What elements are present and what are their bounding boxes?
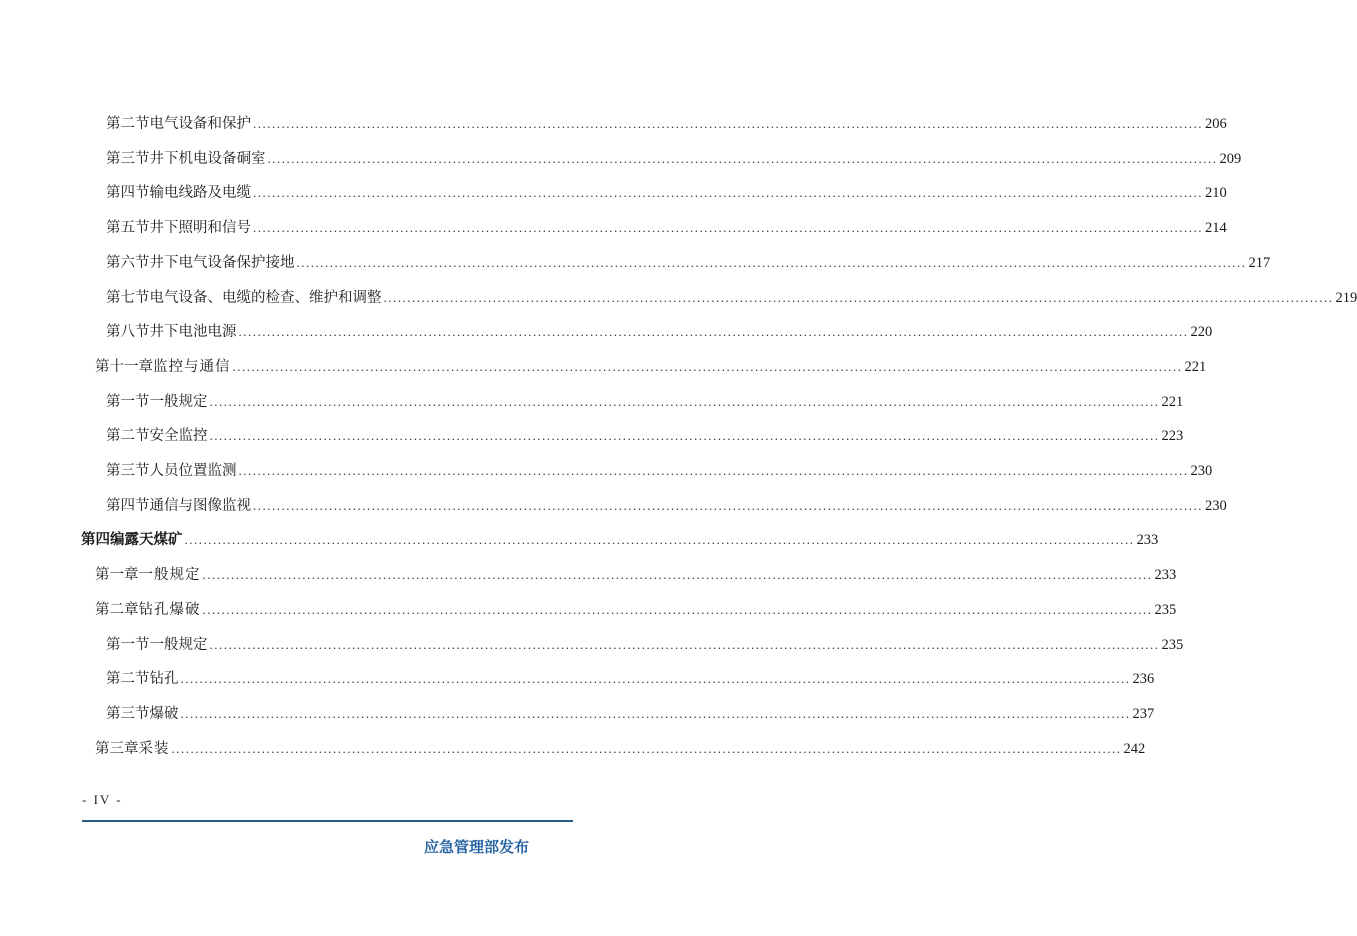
toc-entry-page: 210 — [1205, 185, 1227, 202]
toc-entry-page: 230 — [1205, 497, 1227, 514]
toc-entry-number: 第七节 — [106, 289, 150, 306]
dot-leader: ........................................................................................................................................................................................................ — [180, 671, 1131, 687]
toc-entry-page: 217 — [1248, 254, 1271, 271]
toc-entry-title: 电气设备、电缆的检查、维护和调整 — [149, 289, 382, 306]
toc-entry-page: 233 — [1154, 567, 1177, 584]
toc-entry[interactable] — [81, 528, 1159, 552]
toc-entry[interactable] — [95, 355, 1207, 379]
toc-entry-page: 221 — [1161, 393, 1184, 410]
toc-entry-page: 206 — [1205, 116, 1227, 132]
toc-entry-number: 第六节 — [106, 254, 150, 271]
toc-entry-page: 230 — [1190, 463, 1213, 479]
toc-entry-title: 输电线路及电缆 — [149, 185, 251, 202]
toc-entry-page: 235 — [1161, 636, 1184, 653]
toc-entry-page: 221 — [1184, 358, 1207, 375]
toc-entry[interactable] — [106, 320, 1213, 344]
toc-entry-title: 安全监控 — [149, 428, 208, 445]
toc-entry-page: 236 — [1132, 671, 1155, 688]
toc-entry[interactable] — [95, 737, 1146, 761]
toc-entry-number: 第一章 — [95, 567, 139, 584]
toc-entry-page: 235 — [1154, 601, 1177, 618]
dot-leader: ........................................................................................................................................................................................................ — [171, 740, 1122, 756]
footer-divider — [82, 820, 573, 822]
toc-entry-page: 237 — [1132, 705, 1155, 722]
toc-entry-number: 第三章 — [95, 740, 139, 757]
toc-entry[interactable] — [106, 424, 1184, 448]
dot-leader: ........................................................................................................................................................................................................ — [232, 358, 1183, 374]
dot-leader: ........................................................................................................................................................................................................ — [253, 220, 1203, 236]
toc-entry[interactable] — [95, 563, 1177, 587]
toc-entry-page: 223 — [1161, 428, 1184, 445]
toc-entry-number: 第四编 — [81, 532, 125, 549]
dot-leader: ........................................................................................................................................................................................................ — [253, 497, 1203, 513]
dot-leader: ........................................................................................................................................................................................................ — [202, 567, 1153, 583]
toc-entry-title: 一般规定 — [149, 636, 208, 653]
toc-entry-number: 第十一章 — [95, 358, 153, 375]
dot-leader: ........................................................................................................................................................................................................ — [209, 393, 1160, 409]
toc-entry[interactable] — [106, 216, 1227, 240]
toc-entry-title: 井下机电设备硐室 — [149, 150, 266, 167]
toc-entry-title: 爆破 — [149, 705, 179, 722]
toc-entry-number: 第八节 — [106, 324, 150, 341]
toc-entry-title: 监控与通信 — [153, 358, 231, 375]
toc-entry-number: 第二章 — [95, 601, 139, 618]
toc-entry-title: 一般规定 — [149, 393, 208, 410]
toc-entry-number: 第二节 — [106, 116, 150, 132]
dot-leader: ........................................................................................................................................................................................................ — [238, 324, 1189, 340]
toc-entry-page: 219 — [1335, 289, 1357, 306]
toc-entry-number: 第一节 — [106, 393, 150, 410]
toc-entry[interactable] — [106, 112, 1227, 136]
toc-entry[interactable] — [106, 667, 1155, 691]
toc-entry-title: 一般规定 — [138, 567, 201, 584]
dot-leader: ........................................................................................................................................................................................................ — [267, 150, 1218, 166]
toc-entry-title: 人员位置监测 — [149, 463, 237, 479]
toc-entry-number: 第四节 — [106, 185, 150, 202]
toc-entry[interactable] — [106, 147, 1242, 171]
toc-entry[interactable] — [95, 598, 1177, 622]
toc-entry-number: 第二节 — [106, 428, 150, 445]
toc-entry-title: 钻孔 — [149, 671, 179, 688]
dot-leader: ........................................................................................................................................................................................................ — [238, 463, 1189, 478]
toc-entry-page: 242 — [1123, 740, 1146, 757]
toc-entry[interactable] — [106, 633, 1184, 657]
toc-entry[interactable] — [106, 459, 1213, 483]
dot-leader: ........................................................................................................................................................................................................ — [296, 254, 1247, 270]
page-number: - IV - — [82, 792, 123, 807]
toc-entry-title: 井下电池电源 — [149, 324, 237, 341]
toc-entry-number: 第二节 — [106, 671, 150, 688]
toc-entry[interactable] — [106, 702, 1155, 726]
dot-leader: ........................................................................................................................................................................................................ — [184, 532, 1135, 548]
dot-leader: ........................................................................................................................................................................................................ — [253, 185, 1203, 201]
toc-entry-title: 通信与图像监视 — [149, 497, 251, 514]
dot-leader: ........................................................................................................................................................................................................ — [209, 428, 1160, 444]
toc-entry-page: 214 — [1205, 220, 1227, 237]
dot-leader: ........................................................................................................................................................................................................ — [180, 705, 1131, 721]
toc-entry-title: 钻孔爆破 — [138, 601, 201, 618]
toc-entry-title: 井下电气设备保护接地 — [149, 254, 295, 271]
toc-entry-title: 电气设备和保护 — [149, 116, 251, 132]
dot-leader: ........................................................................................................................................................................................................ — [202, 601, 1153, 617]
toc-entry[interactable] — [106, 494, 1227, 518]
toc-entry-number: 第五节 — [106, 220, 150, 237]
toc-entry[interactable] — [106, 286, 1357, 310]
toc-entry-title: 井下照明和信号 — [149, 220, 251, 237]
dot-leader: ........................................................................................................................................................................................................ — [209, 636, 1160, 652]
publisher-label: 应急管理部发布 — [424, 838, 530, 856]
toc-entry[interactable] — [106, 181, 1227, 205]
toc-entry-number: 第三节 — [106, 150, 150, 167]
toc-entry[interactable] — [106, 251, 1271, 275]
dot-leader: ........................................................................................................................................................................................................ — [383, 289, 1334, 305]
toc-entry-number: 第三节 — [106, 705, 150, 722]
toc-entry-title: 露天煤矿 — [124, 532, 183, 549]
toc-entry[interactable] — [106, 390, 1184, 414]
toc-entry-number: 第四节 — [106, 497, 150, 514]
toc-entry-page: 220 — [1190, 324, 1213, 341]
toc-entry-page: 209 — [1219, 150, 1242, 167]
toc-entry-title: 采装 — [138, 740, 170, 757]
toc-entry-number: 第一节 — [106, 636, 150, 653]
toc-entry-number: 第三节 — [106, 463, 150, 479]
toc-entry-page: 233 — [1136, 532, 1159, 549]
dot-leader: ........................................................................................................................................................................................................ — [253, 116, 1203, 131]
